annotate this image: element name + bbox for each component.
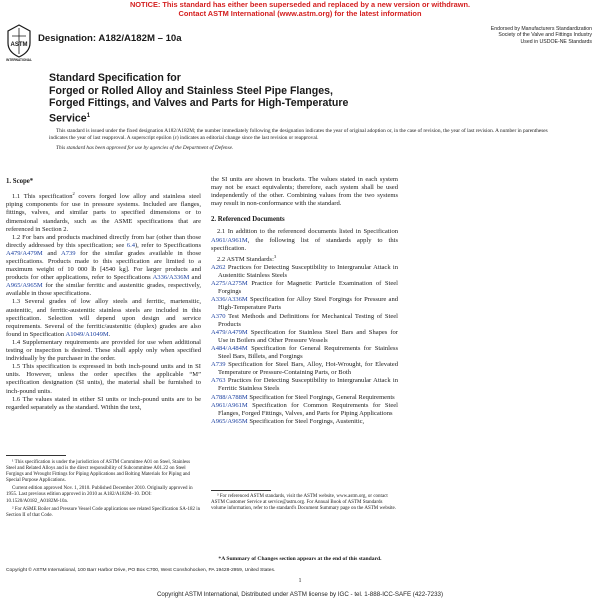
logo-text: ASTM (10, 42, 28, 48)
footnote-2: ² For ASME Boiler and Pressure Vessel Code applications see related Specification SA-182 in Section II of that Code. (6, 506, 201, 518)
footnote-edition: Current edition approved Nov. 1, 2010. Published December 2010. Originally approved in 1955. Last previous edition approved in 2010 as A182/A182M–10. DOI: 10.1520/A0182_A0182M-10a. (6, 486, 193, 504)
standard-code-link[interactable]: A965/A965M (211, 417, 248, 425)
footnote-3: ³ For referenced ASTM standards, visit the ASTM website, www.astm.org, or contact ASTM Customer Service at service@astm.org. For Annual Book of ASTM Standards volume information, refer to the standard's Document Summary page on the ASTM website. (211, 494, 397, 512)
endorsement-line-3: Used in USDOE-NE Standards (520, 38, 592, 45)
standard-title: Test Methods and Definitions for Mechanical Testing of Steel Products (218, 312, 398, 328)
standard-code-link[interactable]: A961/A961M (211, 401, 248, 409)
standard-code-link[interactable]: A739 (211, 361, 226, 369)
paragraph-1-4: 1.4 Supplementary requirements are provided for use when additional testing or inspection is desired. These shall apply only when specified individually by the purchaser in the order. (6, 338, 201, 363)
paragraph-1-2: 1.2 For bars and products machined directly from bar (other than those directly addressed by this specification; see 6.4), refer to Specifications A479/A479M and A739 for the similar grades available in those specifications. Products made to this specification are limited to a maximum weight of 10 000 lb [4540 kg]. For larger products and products for other applications, refer to Specifications A336/A336M and A965/A965M for the similar ferritic and austenitic grades, respectively, available in those specifications. (6, 233, 202, 298)
standard-entry (211, 394, 398, 402)
preamble-paragraph: This standard is issued under the fixed designation A182/A182M; the number immediately following the designation indicates the year of original adoption or, in the case of revision, the year of last revision. A number in parentheses indicates the year of last reapproval. A superscript epsilon (ε) indicates an editorial change since the last revision or reapproval. (49, 128, 548, 141)
standard-entry (211, 345, 398, 361)
astm-logo (6, 24, 32, 62)
notice-line-1: NOTICE: This standard has either been superseded and replaced by a new version or withdrawn. (129, 0, 471, 9)
standard-entry (211, 264, 398, 280)
ref-link[interactable]: A739 (60, 249, 76, 257)
standard-title: Specification for Steel Forgings, General Requirements (247, 393, 395, 401)
ref-link[interactable]: A336/A336M (152, 274, 190, 282)
copyright-line: Copyright © ASTM International, 100 Barr Harbor Drive, PO Box C700, West Conshohocken, PA 19428-2959, United States. (6, 568, 276, 573)
notice-line-2: Contact ASTM International (www.astm.org) for the latest information (178, 9, 422, 18)
dod-approval-note: This standard has been approved for use by agencies of the Department of Defense. (56, 145, 234, 152)
standard-entry (211, 313, 398, 329)
footnotes-left (6, 460, 201, 521)
document-title (49, 72, 379, 125)
footnotes-right (211, 494, 398, 512)
page-number: 1 (298, 578, 302, 584)
paragraph-2-2: 2.2 ASTM Standards:$^3$ (217, 253, 277, 263)
title-line-4: Service$^1$ (49, 112, 91, 125)
standard-title: Specification for Common Requirements for Steel Flanges, Forged Fittings, Valves, and Parts for Piping Applications (218, 401, 398, 417)
standard-code-link[interactable]: A275/A275M (211, 280, 248, 288)
standard-entry (211, 296, 398, 312)
standard-title: Specification for General Requirements for Stainless Steel Bars, Billets, and Forgings (218, 344, 398, 361)
standard-code-link[interactable]: A370 (211, 312, 226, 320)
section-heading-referenced-documents: 2. Referenced Documents (211, 216, 285, 224)
paragraph-1-6: 1.6 The values stated in either SI units or inch-pound units are to be regarded separately as the standard. Within the text, (6, 395, 201, 411)
paragraph-1-6-continued: the SI units are shown in brackets. The values stated in each system may not be exact equivalents; therefore, each system shall be used independently of the other. Combining values from the two systems may result in non-conformance with the standard. (211, 176, 398, 208)
standard-entry (211, 329, 398, 345)
standard-title: Specification for Alloy Steel Forgings for Pressure and High-Temperature Parts (218, 296, 398, 312)
standard-code-link[interactable]: A484/A484M (211, 344, 248, 352)
title-line-1: Standard Specification for (49, 72, 181, 84)
title-line-3: Forged Fittings, and Valves and Parts for High-Temperature (49, 97, 349, 110)
logo-subtext: INTERNATIONAL (6, 58, 32, 62)
ref-link[interactable]: A479/A479M (6, 249, 43, 257)
paragraph-1-1: 1.1 This specification$^2$ covers forged low alloy and stainless steel piping components for use in pressure systems. Included are flanges, fittings, valves, and similar parts to specified dimensions or to dimensional standards, such as the ASME specifications that are referenced in Section 2. (6, 191, 201, 233)
paragraph-2-1: 2.1 In addition to the referenced documents listed in Specification A961/A961M, the following list of standards apply to this specification. (211, 228, 398, 252)
standard-code-link[interactable]: A788/A788M (211, 393, 248, 401)
standard-code-link[interactable]: A763 (211, 377, 226, 385)
ref-link[interactable]: 6.4 (126, 241, 135, 249)
endorsement-line-1: Endorsed by Manufacturers Standardization (490, 26, 592, 32)
right-column (211, 176, 398, 426)
astm-standards-list (211, 264, 398, 426)
standard-entry (211, 280, 398, 296)
preamble (49, 128, 554, 156)
standard-entry (211, 402, 398, 418)
paragraph-1-3: 1.3 Several grades of low alloy steels and ferritic, martensitic, austenitic, and ferritic-austenitic stainless steels are included in this specification. Selection will depend upon design and service requirements. Several of the ferritic/austenitic (duplex) grades are also found in Specification A1049/A1049M. (6, 298, 201, 338)
standard-title: Specification for Steel Bars, Alloy, Hot-Wrought, for Elevated Temperature or Pressure-Containing Parts, or Both (218, 361, 398, 377)
designation: Designation: A182/A182M – 10a (38, 33, 182, 44)
standard-code-link[interactable]: A479/A479M (211, 328, 248, 336)
endorsement-line-2: Society of the Valve and Fittings Industry (498, 32, 592, 39)
license-banner: Copyright ASTM International, Distributed under ASTM license by IGC - tel. 1-888-ICC-SAFE (422-7233) (156, 591, 444, 598)
standard-entry (211, 377, 398, 393)
endorsement-block (442, 26, 592, 45)
standard-title: Practice for Magnetic Particle Examination of Steel Forgings (218, 280, 398, 296)
footnote-rule (6, 455, 66, 456)
ref-link[interactable]: A961/A961M (211, 236, 248, 244)
standard-title: Specification for Steel Forgings, Austenitic, (247, 417, 365, 425)
section-heading-scope: 1. Scope* (6, 178, 34, 185)
standard-code-link[interactable]: A336/A336M (211, 296, 248, 304)
paragraph-1-5: 1.5 This specification is expressed in both inch-pound units and in SI units. However, unless the order specifies the applicable “M” specification designation (SI units), the material shall be furnished to inch-pound units. (6, 363, 201, 395)
ref-link[interactable]: A965/A965M (6, 282, 43, 290)
supersession-notice (0, 0, 600, 18)
standard-entry (211, 361, 398, 377)
standard-entry (211, 418, 398, 426)
footnote-1: ¹ This specification is under the jurisdiction of ASTM Committee A01 on Steel, Stainless Steel and Related Alloys and is the direct responsibility of Subcommittee A01.22 on Steel Forgings and Wrought Fittings for Piping Applications and Bolting Materials for Piping and Special Purpose Applications. (6, 460, 191, 484)
standard-code-link[interactable]: A262 (211, 264, 226, 272)
title-footnote-mark: 1 (86, 112, 91, 119)
summary-of-changes-note: *A Summary of Changes section appears at the end of this standard. (218, 556, 382, 562)
left-column (6, 176, 201, 412)
standard-title: Practices for Detecting Susceptibility to Intergranular Attack in Austenitic Stainless Steels (218, 264, 398, 280)
standard-title: Specification for Stainless Steel Bars and Shapes for Use in Boilers and Other Pressure Vessels (218, 328, 398, 344)
footnote-rule (211, 490, 271, 491)
standard-title: Practices for Detecting Susceptibility to Intergranular Attack in Ferritic Stainless Steels (218, 377, 398, 393)
title-line-2: Forged or Rolled Alloy and Stainless Steel Pipe Flanges, (49, 84, 333, 97)
ref-link[interactable]: A1049/A1049M (65, 330, 109, 338)
